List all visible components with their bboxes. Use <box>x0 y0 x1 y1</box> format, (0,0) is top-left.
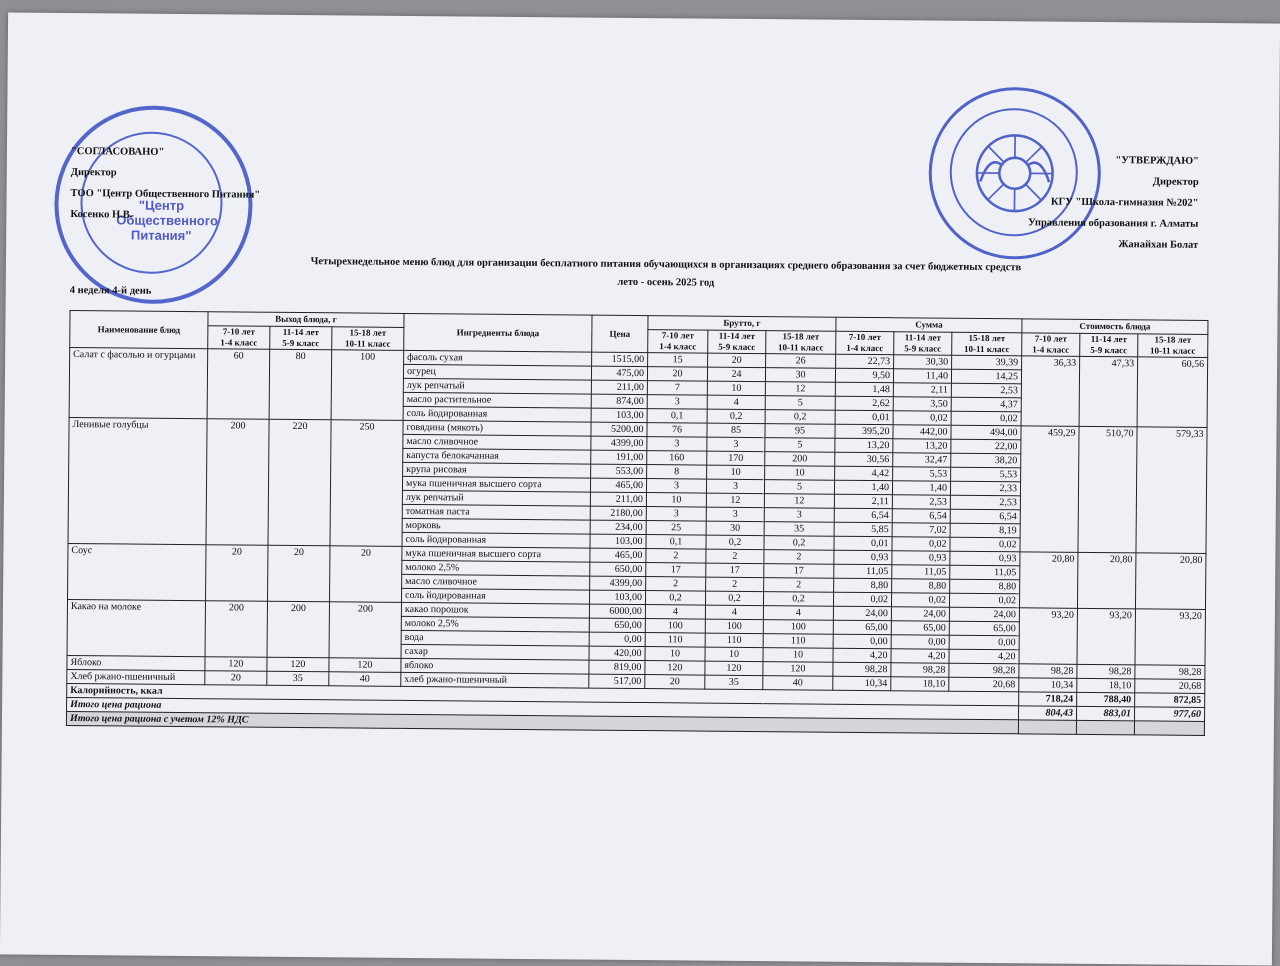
ingredient-sum: 0,01 <box>835 410 893 425</box>
ingredient-sum: 5,53 <box>951 467 1021 482</box>
gross-weight: 0,2 <box>705 591 763 606</box>
age-group-header: 11-14 лет 5-9 класс <box>708 330 766 354</box>
gross-weight: 0,2 <box>764 536 834 551</box>
gross-weight: 0,2 <box>763 592 833 607</box>
ingredient-sum: 395,20 <box>835 424 893 439</box>
total-price-label: Итого цена рациона <box>67 698 1019 720</box>
dish-cost: 579,33 <box>1136 427 1207 554</box>
ingredient-sum: 6,54 <box>892 509 950 524</box>
header-output: Выход блюда, г <box>208 312 404 328</box>
age-group-header: 11-14 лет 5-9 класс <box>270 326 332 350</box>
ingredient-sum: 32,47 <box>893 453 951 468</box>
ingredient-sum: 442,00 <box>893 425 951 440</box>
dish-output: 200 <box>329 602 401 659</box>
approval-line: КГУ "Школа-гимназия №202" <box>1028 191 1198 213</box>
gross-weight: 2 <box>764 550 834 565</box>
ingredient-sum: 4,42 <box>835 466 893 481</box>
dish-output: 200 <box>205 601 267 658</box>
ingredient-sum: 0,02 <box>951 411 1021 426</box>
gross-weight: 3 <box>646 507 706 522</box>
stamp-line: Общественного <box>116 212 206 228</box>
gross-weight: 30 <box>706 521 764 536</box>
ingredient-sum: 1,40 <box>834 480 892 495</box>
approval-block-left <box>70 141 260 227</box>
document-title <box>66 251 1266 297</box>
approval-line: Косенко Н.В. <box>70 204 260 227</box>
age-group-header: 7-10 лет 1-4 класс <box>836 331 894 355</box>
ingredient-sum: 24,00 <box>949 607 1019 622</box>
ingredient-sum: 9,50 <box>835 368 893 383</box>
dish-output: 220 <box>268 419 331 546</box>
ingredient-name: огурец <box>403 364 591 380</box>
ingredient-sum: 0,00 <box>891 635 949 650</box>
gross-weight: 170 <box>707 451 765 466</box>
dish-output: 120 <box>267 657 329 672</box>
gross-weight: 110 <box>705 633 763 648</box>
ingredient-sum: 39,39 <box>952 355 1022 370</box>
ingredient-sum: 98,28 <box>833 662 891 677</box>
ingredient-name: фасоль сухая <box>404 350 592 366</box>
ingredient-sum: 0,00 <box>833 634 891 649</box>
dish-cost: 60,56 <box>1137 357 1208 428</box>
ingredient-sum: 8,80 <box>892 579 950 594</box>
ingredient-sum: 98,28 <box>891 663 949 678</box>
menu-table <box>66 310 1209 736</box>
dish-output: 20 <box>206 545 268 602</box>
approval-block-right <box>1028 149 1199 255</box>
ingredient-name: какао порошок <box>401 602 589 618</box>
gross-weight: 160 <box>647 451 707 466</box>
approval-line: Директор <box>71 162 261 185</box>
gross-weight: 25 <box>646 521 706 536</box>
ingredient-price: 0,00 <box>589 632 645 646</box>
gross-weight: 100 <box>763 620 833 635</box>
ingredient-price: 2180,00 <box>590 506 646 520</box>
vat-total-label: Итого цена рациона с учетом 12% НДС <box>66 712 1018 734</box>
ingredient-sum: 1,40 <box>892 481 950 496</box>
gross-weight: 12 <box>765 382 835 397</box>
gross-weight: 100 <box>705 619 763 634</box>
ingredient-sum: 0,02 <box>949 593 1019 608</box>
approval-line: ТОО "Центр Общественного Питания" <box>70 183 260 206</box>
ingredient-sum: 30,30 <box>894 355 952 370</box>
stamp-line: Питания" <box>116 227 206 243</box>
stamp-line: "Центр <box>116 197 206 213</box>
gross-weight: 4 <box>763 606 833 621</box>
gross-weight: 20 <box>647 367 707 382</box>
ingredient-price: 191,00 <box>591 450 647 464</box>
ingredient-sum: 2,11 <box>893 383 951 398</box>
title-line: лето - осень 2025 год <box>66 269 1266 297</box>
dish-output: 80 <box>269 349 332 420</box>
ingredient-sum: 0,02 <box>891 593 949 608</box>
ingredient-sum: 14,25 <box>951 369 1021 384</box>
gross-weight: 2 <box>706 577 764 592</box>
gross-weight: 100 <box>645 619 705 634</box>
ingredient-price: 465,00 <box>590 548 646 562</box>
ingredient-price: 553,00 <box>591 464 647 478</box>
gross-weight: 4 <box>705 605 763 620</box>
ingredient-sum: 4,37 <box>951 397 1021 412</box>
dish-cost: 20,80 <box>1077 552 1135 609</box>
dish-cost: 98,28 <box>1077 664 1135 679</box>
gross-weight: 12 <box>764 494 834 509</box>
gross-weight: 10 <box>763 648 833 663</box>
approval-line: Жанайхан Болат <box>1028 233 1198 255</box>
gross-weight: 5 <box>764 480 834 495</box>
ingredient-sum: 24,00 <box>891 607 949 622</box>
gross-weight: 2 <box>764 578 834 593</box>
gross-weight: 7 <box>647 381 707 396</box>
ingredient-price: 234,00 <box>590 520 646 534</box>
ingredient-sum: 8,80 <box>950 579 1020 594</box>
ingredient-price: 1515,00 <box>592 352 648 366</box>
dish-cost: 93,20 <box>1077 608 1135 665</box>
ingredient-sum: 0,01 <box>834 536 892 551</box>
header-price: Цена <box>592 315 648 352</box>
gross-weight: 2 <box>706 549 764 564</box>
ingredient-name: сахар <box>401 644 589 660</box>
ingredient-price: 420,00 <box>589 646 645 660</box>
ingredient-sum: 4,20 <box>891 649 949 664</box>
gross-weight: 110 <box>763 634 833 649</box>
dish-name: Соус <box>68 544 206 601</box>
ingredient-sum: 65,00 <box>833 620 891 635</box>
dish-output: 40 <box>329 672 401 687</box>
gross-weight: 120 <box>763 662 833 677</box>
ingredient-name: крупа рисовая <box>403 462 591 478</box>
dish-output: 35 <box>267 671 329 686</box>
ingredient-name: морковь <box>402 518 590 534</box>
dish-output: 250 <box>330 420 403 547</box>
vat-total-value <box>1076 720 1134 735</box>
gross-weight: 110 <box>645 633 705 648</box>
dish-cost: 93,20 <box>1019 608 1077 665</box>
gross-weight: 5 <box>765 438 835 453</box>
gross-weight: 24 <box>707 367 765 382</box>
gross-weight: 35 <box>705 675 763 690</box>
ingredient-sum: 11,05 <box>892 565 950 580</box>
ingredient-sum: 65,00 <box>949 621 1019 636</box>
gross-weight: 10 <box>707 465 765 480</box>
gross-weight: 76 <box>647 423 707 438</box>
gross-weight: 120 <box>705 661 763 676</box>
dish-output: 60 <box>207 349 270 420</box>
ingredient-name: томатная паста <box>402 504 590 520</box>
gross-weight: 0,2 <box>707 409 765 424</box>
gross-weight: 4 <box>645 605 705 620</box>
dish-cost: 98,28 <box>1135 665 1205 680</box>
ingredient-sum: 24,00 <box>833 606 891 621</box>
ingredient-sum: 5,85 <box>834 522 892 537</box>
ingredient-sum: 18,10 <box>891 677 949 692</box>
dish-output: 100 <box>331 350 404 421</box>
approval-line: Директор <box>1028 170 1198 192</box>
gross-weight: 8 <box>647 465 707 480</box>
ingredient-price: 650,00 <box>589 618 645 632</box>
vat-total-value <box>1134 721 1204 736</box>
ingredient-sum: 2,33 <box>950 481 1020 496</box>
approval-line: "СОГЛАСОВАНО" <box>71 141 261 164</box>
ingredient-name: соль йодированная <box>403 406 591 422</box>
header-cost: Стоимость блюда <box>1022 319 1208 335</box>
dish-cost: 20,80 <box>1135 553 1205 610</box>
dish-cost: 93,20 <box>1135 609 1205 666</box>
ingredient-sum: 494,00 <box>951 425 1021 440</box>
ingredient-price: 211,00 <box>590 492 646 506</box>
ingredient-sum: 11,05 <box>834 564 892 579</box>
ingredient-sum: 13,20 <box>893 439 951 454</box>
total-price-value: 804,43 <box>1019 706 1077 721</box>
ingredient-price: 465,00 <box>590 478 646 492</box>
ingredient-sum: 11,05 <box>950 565 1020 580</box>
gross-weight: 0,2 <box>765 410 835 425</box>
calories-label: Калорийность, ккал <box>67 684 1019 706</box>
ingredient-sum: 2,62 <box>835 396 893 411</box>
ingredient-name: вода <box>401 630 589 646</box>
age-group-header: 7-10 лет 1-4 класс <box>648 330 708 354</box>
ingredient-name: яблоко <box>401 658 589 674</box>
gross-weight: 2 <box>646 577 706 592</box>
title-line: Четырехнедельное меню блюд для организации бесплатного питания обучающихся в организациях среднего образования за счет бюджетных средств <box>66 251 1266 279</box>
ingredient-sum: 2,53 <box>892 495 950 510</box>
ingredient-name: молоко 2,5% <box>402 560 590 576</box>
ingredient-sum: 65,00 <box>891 621 949 636</box>
gross-weight: 85 <box>707 423 765 438</box>
ingredient-price: 103,00 <box>591 408 647 422</box>
ingredient-sum: 5,53 <box>893 467 951 482</box>
dish-name: Хлеб ржано-пшеничный <box>67 670 205 685</box>
gross-weight: 95 <box>765 424 835 439</box>
ingredient-name: масло растительное <box>403 392 591 408</box>
ingredient-name: лук репчатый <box>403 378 591 394</box>
day-label: 4 неделя 4-й день <box>70 285 152 297</box>
gross-weight: 3 <box>707 437 765 452</box>
calories-value: 718,24 <box>1019 692 1077 707</box>
age-group-header: 15-18 лет 10-11 класс <box>332 327 404 351</box>
gross-weight: 3 <box>706 479 764 494</box>
ingredient-price: 874,00 <box>591 394 647 408</box>
ingredient-sum: 1,48 <box>835 382 893 397</box>
dish-output: 200 <box>206 419 269 546</box>
dish-cost: 47,33 <box>1079 356 1138 427</box>
gross-weight: 30 <box>765 368 835 383</box>
ingredient-price: 211,00 <box>591 380 647 394</box>
ingredient-sum: 0,93 <box>892 551 950 566</box>
ingredient-sum: 8,80 <box>834 578 892 593</box>
ingredient-price: 103,00 <box>589 590 645 604</box>
ingredient-price: 475,00 <box>591 366 647 380</box>
gross-weight: 10 <box>707 381 765 396</box>
ingredient-sum: 2,53 <box>951 383 1021 398</box>
ingredient-price: 517,00 <box>589 674 645 688</box>
ingredient-sum: 22,00 <box>951 439 1021 454</box>
ingredient-sum: 8,19 <box>950 523 1020 538</box>
ingredient-sum: 20,68 <box>949 677 1019 692</box>
dish-output: 120 <box>205 657 267 672</box>
ingredient-sum: 22,73 <box>836 354 894 369</box>
ingredient-price: 4399,00 <box>590 576 646 590</box>
dish-cost: 98,28 <box>1019 664 1077 679</box>
ingredient-price: 819,00 <box>589 660 645 674</box>
age-group-header: 15-18 лет 10-11 класс <box>1138 334 1208 358</box>
gross-weight: 0,1 <box>647 409 707 424</box>
dish-output: 20 <box>268 545 330 602</box>
menu-body <box>66 348 1207 736</box>
total-price-value: 883,01 <box>1076 706 1134 721</box>
header-gross: Брутто, г <box>648 316 836 332</box>
ingredient-sum: 2,11 <box>834 494 892 509</box>
dish-cost: 36,33 <box>1021 356 1080 427</box>
gross-weight: 3 <box>764 508 834 523</box>
gross-weight: 0,1 <box>646 535 706 550</box>
document-sheet <box>0 12 1280 965</box>
dish-output: 20 <box>205 671 267 686</box>
gross-weight: 3 <box>706 507 764 522</box>
gross-weight: 10 <box>645 647 705 662</box>
age-group-header: 15-18 лет 10-11 класс <box>952 332 1022 356</box>
dish-output: 20 <box>330 546 402 603</box>
gross-weight: 10 <box>705 647 763 662</box>
gross-weight: 4 <box>707 395 765 410</box>
ingredient-name: масло сливочное <box>402 574 590 590</box>
gross-weight: 17 <box>646 563 706 578</box>
gross-weight: 10 <box>765 466 835 481</box>
gross-weight: 0,2 <box>645 591 705 606</box>
header-dish: Наименование блюд <box>70 311 208 349</box>
ingredient-sum: 98,28 <box>949 663 1019 678</box>
ingredient-price: 5200,00 <box>591 422 647 436</box>
gross-weight: 3 <box>647 437 707 452</box>
ingredient-sum: 0,02 <box>893 411 951 426</box>
gross-weight: 5 <box>765 396 835 411</box>
age-group-header: 11-14 лет 5-9 класс <box>894 332 952 356</box>
ingredient-sum: 0,00 <box>949 635 1019 650</box>
ingredient-sum: 4,20 <box>949 649 1019 664</box>
ingredient-sum: 30,56 <box>835 452 893 467</box>
gross-weight: 17 <box>706 563 764 578</box>
dish-name: Какао на молоке <box>67 600 205 657</box>
gross-weight: 200 <box>765 452 835 467</box>
age-group-header: 15-18 лет 10-11 класс <box>766 331 836 355</box>
gross-weight: 15 <box>648 353 708 368</box>
dish-cost: 10,34 <box>1019 678 1077 693</box>
ingredient-sum: 6,54 <box>950 509 1020 524</box>
ingredient-price: 103,00 <box>590 534 646 548</box>
gross-weight: 17 <box>764 564 834 579</box>
ingredient-sum: 10,34 <box>833 676 891 691</box>
gross-weight: 26 <box>766 354 836 369</box>
dish-name: Яблоко <box>67 656 205 671</box>
dish-name: Ленивые голубцы <box>68 418 207 545</box>
dish-output: 120 <box>329 658 401 673</box>
gross-weight: 10 <box>646 493 706 508</box>
ingredient-price: 4399,00 <box>591 436 647 450</box>
calories-value: 788,40 <box>1077 692 1135 707</box>
ingredient-sum: 3,50 <box>893 397 951 412</box>
gross-weight: 3 <box>646 479 706 494</box>
gross-weight: 20 <box>645 675 705 690</box>
approval-line: Управления образования г. Алматы <box>1028 212 1198 234</box>
ingredient-sum: 38,20 <box>951 453 1021 468</box>
calories-value: 872,85 <box>1135 693 1205 708</box>
approval-line: "УТВЕРЖДАЮ" <box>1029 149 1199 171</box>
vat-total-value <box>1018 720 1076 735</box>
ingredient-sum: 0,93 <box>834 550 892 565</box>
ingredient-sum: 13,20 <box>835 438 893 453</box>
ingredient-name: молоко 2,5% <box>401 616 589 632</box>
dish-cost: 20,80 <box>1019 552 1077 609</box>
gross-weight: 3 <box>647 395 707 410</box>
gross-weight: 12 <box>706 493 764 508</box>
ingredient-name: мука пшеничная высшего сорта <box>402 546 590 562</box>
ingredient-sum: 2,53 <box>950 495 1020 510</box>
age-group-header: 11-14 лет 5-9 класс <box>1080 333 1138 357</box>
ingredient-sum: 7,02 <box>892 523 950 538</box>
header-sum: Сумма <box>836 317 1022 333</box>
ingredient-name: говядина (мякоть) <box>403 420 591 436</box>
dish-name: Салат с фасолью и огурцами <box>69 348 208 419</box>
gross-weight: 40 <box>763 676 833 691</box>
ingredient-name: масло сливочное <box>403 434 591 450</box>
ingredient-sum: 0,02 <box>950 537 1020 552</box>
ingredient-name: хлеб ржано-пшеничный <box>401 672 589 688</box>
ingredient-name: капуста белокачанная <box>403 448 591 464</box>
age-group-header: 7-10 лет 1-4 класс <box>208 326 270 350</box>
total-price-value: 977,60 <box>1134 707 1204 722</box>
ingredient-price: 6000,00 <box>589 604 645 618</box>
ingredient-sum: 0,02 <box>833 592 891 607</box>
ingredient-name: соль йодированная <box>402 532 590 548</box>
header-ingredients: Ингредиенты блюда <box>404 313 592 352</box>
dish-output: 200 <box>267 601 329 658</box>
ingredient-name: мука пшеничная высшего сорта <box>402 476 590 492</box>
dish-cost: 18,10 <box>1077 678 1135 693</box>
dish-cost: 20,68 <box>1135 679 1205 694</box>
dish-cost: 459,29 <box>1020 426 1079 553</box>
gross-weight: 2 <box>646 549 706 564</box>
ingredient-sum: 11,40 <box>893 369 951 384</box>
ingredient-sum: 4,20 <box>833 648 891 663</box>
ingredient-price: 650,00 <box>590 562 646 576</box>
ingredient-name: соль йодированная <box>402 588 590 604</box>
age-group-header: 7-10 лет 1-4 класс <box>1022 333 1080 357</box>
dish-cost: 510,70 <box>1078 426 1137 553</box>
gross-weight: 20 <box>708 353 766 368</box>
gross-weight: 120 <box>645 661 705 676</box>
ingredient-sum: 0,93 <box>950 551 1020 566</box>
gross-weight: 0,2 <box>706 535 764 550</box>
ingredient-name: лук репчатый <box>402 490 590 506</box>
ingredient-sum: 6,54 <box>834 508 892 523</box>
ingredient-sum: 0,02 <box>892 537 950 552</box>
gross-weight: 35 <box>764 522 834 537</box>
